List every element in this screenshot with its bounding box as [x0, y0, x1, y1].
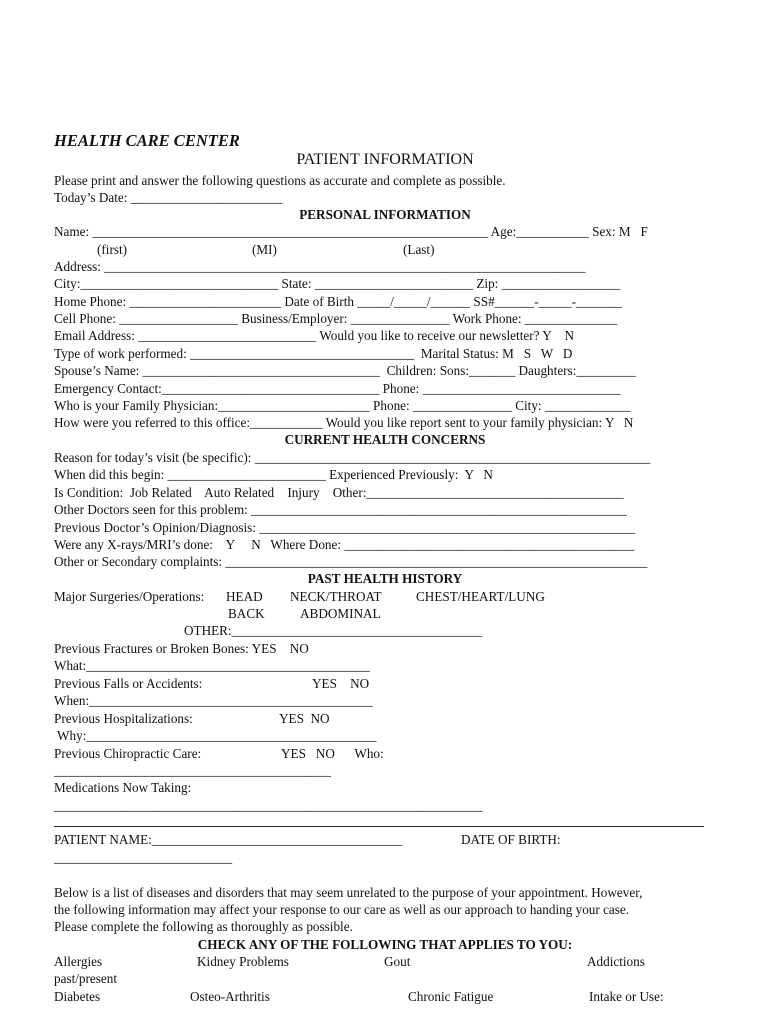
- xrays-field[interactable]: Were any X-rays/MRI’s done: Y N Where Done: ____________________________________________: [54, 537, 635, 552]
- surgery-abdominal-option[interactable]: ABDOMINAL: [300, 606, 381, 621]
- hospitalizations-yes-no[interactable]: YES NO: [279, 711, 330, 726]
- surgery-chest-option[interactable]: CHEST/HEART/LUNG: [416, 589, 545, 604]
- diseases-intro-2: the following information may affect your response to our care as well as our approach to handing your case.: [54, 902, 630, 917]
- cell-business-work-field[interactable]: Cell Phone: __________________ Business/Employer: _______________ Work Phone: ______________: [54, 311, 618, 326]
- todays-date-field[interactable]: Today’s Date: _______________________: [54, 190, 283, 205]
- disease-osteo-arthritis[interactable]: Osteo-Arthritis: [190, 989, 270, 1004]
- spouse-children-field[interactable]: Spouse’s Name: ____________________________________ Children: Sons:_______ Daughters:_________: [54, 363, 636, 378]
- email-newsletter-field[interactable]: Email Address: ___________________________ Would you like to receive our newsletter? Y N: [54, 328, 575, 343]
- home-phone-dob-ss-field[interactable]: Home Phone: _______________________ Date of Birth _____/_____/______ SS#______-_____-_______: [54, 294, 623, 309]
- medications-field[interactable]: _________________________________________________________________: [54, 798, 483, 813]
- surgery-back-option[interactable]: BACK: [228, 606, 265, 621]
- falls-yes-no[interactable]: YES NO: [312, 676, 370, 691]
- form-title: PATIENT INFORMATION: [296, 151, 474, 168]
- diseases-heading: CHECK ANY OF THE FOLLOWING THAT APPLIES TO YOU:: [197, 937, 573, 952]
- name-first-caption: (first): [97, 242, 128, 257]
- hospitalizations-why-field[interactable]: Why:____________________________________________: [54, 728, 377, 743]
- other-doctors-field[interactable]: Other Doctors seen for this problem: _________________________________________________________: [54, 502, 627, 517]
- center-name: HEALTH CARE CENTER: [54, 131, 240, 150]
- condition-type-field[interactable]: Is Condition: Job Related Auto Related Injury Other:_______________________________________: [54, 485, 624, 500]
- diseases-intro-1: Below is a list of diseases and disorders that may seem unrelated to the purpose of your appointment. However,: [54, 885, 643, 900]
- hospitalizations-label: Previous Hospitalizations:: [54, 711, 193, 726]
- previous-diagnosis-field[interactable]: Previous Doctor’s Opinion/Diagnosis: _________________________________________________________: [54, 520, 636, 535]
- emergency-contact-field[interactable]: Emergency Contact:_________________________________ Phone: ______________________________: [54, 381, 621, 396]
- surgery-other-field[interactable]: OTHER:______________________________________: [184, 623, 483, 638]
- work-marital-field[interactable]: Type of work performed: __________________________________ Marital Status: M S W D: [54, 346, 573, 361]
- disease-addictions[interactable]: Addictions: [587, 954, 645, 969]
- disease-kidney-problems[interactable]: Kidney Problems: [197, 954, 289, 969]
- family-physician-field[interactable]: Who is your Family Physician:_______________________ Phone: _______________ City: _____________: [54, 398, 631, 413]
- secondary-complaints-field[interactable]: Other or Secondary complaints: ________________________________________________________________: [54, 554, 648, 569]
- name-age-sex-field[interactable]: Name: ____________________________________________________________ Age:___________ Sex: M F: [54, 224, 648, 239]
- falls-when-field[interactable]: When:___________________________________________: [54, 693, 373, 708]
- disease-diabetes[interactable]: Diabetes: [54, 989, 101, 1004]
- falls-label: Previous Falls or Accidents:: [54, 676, 203, 691]
- divider: [54, 826, 704, 827]
- disease-chronic-fatigue[interactable]: Chronic Fatigue: [408, 989, 494, 1004]
- chiropractic-yes-no-who[interactable]: YES NO Who:: [281, 746, 384, 761]
- address-field[interactable]: Address: _________________________________________________________________________: [54, 259, 586, 274]
- disease-intake-or-use[interactable]: Intake or Use:: [589, 989, 664, 1004]
- medications-label: Medications Now Taking:: [54, 780, 192, 795]
- onset-field[interactable]: When did this begin: ________________________ Experienced Previously: Y N: [54, 467, 493, 482]
- surgery-head-option[interactable]: HEAD: [226, 589, 263, 604]
- fractures-field[interactable]: Previous Fractures or Broken Bones: YES NO: [54, 641, 309, 656]
- name-last-caption: (Last): [403, 242, 435, 257]
- chiropractic-who-field[interactable]: __________________________________________: [54, 763, 331, 778]
- patient-name-field[interactable]: PATIENT NAME:______________________________________: [54, 832, 403, 847]
- visit-reason-field[interactable]: Reason for today’s visit (be specific): ____________________________________________________________: [54, 450, 651, 465]
- disease-gout[interactable]: Gout: [384, 954, 411, 969]
- fractures-what-field[interactable]: What:___________________________________________: [54, 658, 370, 673]
- surgery-neck-option[interactable]: NECK/THROAT: [290, 589, 382, 604]
- name-mi-caption: (MI): [252, 242, 277, 257]
- section-heading-history: PAST HEALTH HISTORY: [307, 571, 463, 586]
- section-heading-concerns: CURRENT HEALTH CONCERNS: [284, 432, 486, 447]
- referral-field[interactable]: How were you referred to this office:___________ Would you like report sent to your family physician: Y N: [54, 415, 634, 430]
- city-state-zip-field[interactable]: City:______________________________ State: ________________________ Zip: __________________: [54, 276, 621, 291]
- dob-field[interactable]: ___________________________: [54, 850, 233, 865]
- allergies-subtext: past/present: [54, 971, 117, 986]
- diseases-intro-3: Please complete the following as thoroughly as possible.: [54, 919, 353, 934]
- surgeries-label: Major Surgeries/Operations:: [54, 589, 205, 604]
- chiropractic-label: Previous Chiropractic Care:: [54, 746, 202, 761]
- disease-allergies[interactable]: Allergies: [54, 954, 103, 969]
- section-heading-personal: PERSONAL INFORMATION: [299, 207, 471, 222]
- dob-label: DATE OF BIRTH:: [461, 832, 561, 847]
- instructions: Please print and answer the following questions as accurate and complete as possible.: [54, 173, 506, 188]
